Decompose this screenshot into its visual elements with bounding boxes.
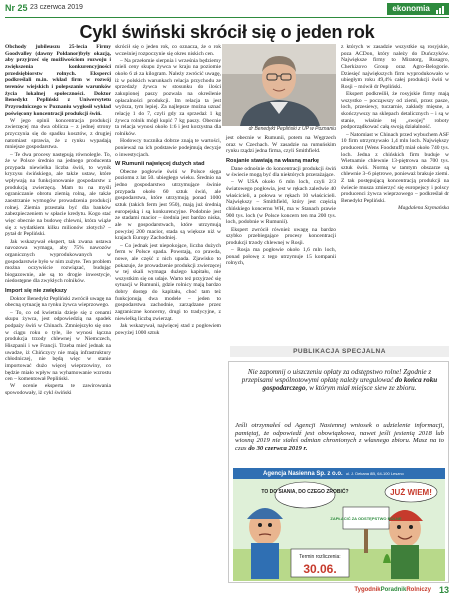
issue-date: 23 czerwca 2019 bbox=[30, 4, 83, 11]
agency-name: Agencja Nasienna Sp. z o.o. bbox=[263, 471, 343, 477]
section-tag bbox=[387, 3, 449, 15]
farmer-thinking-icon bbox=[247, 508, 283, 579]
ad-info-text: Jeśli otrzymałeś od Agencji Nasiennej wniosek o udzielenie informacji, pamiętaj, że odpowiedź jest obowiązkowa, nawet jeśli jesienią 2018 lub wiosną 2019 nie siałeś odmian chronionych z własnego zbioru. Masz na to czas bbox=[235, 422, 444, 452]
ad-illustration bbox=[233, 479, 445, 581]
article-column-4 bbox=[341, 44, 449, 212]
special-publication-banner: PUBLIKACJA SPECJALNA bbox=[230, 346, 449, 357]
article-column-2 bbox=[115, 44, 221, 337]
page-number: 13 bbox=[438, 585, 449, 595]
photo-caption: dr Benedykt Pepliński z UP w Poznaniu bbox=[248, 126, 336, 132]
brand-part: Rolniczy bbox=[406, 587, 431, 593]
paragraph: – Natomiast w Chinach przed wybuchem ASF 10 firm utrzymywało 1,4 mln loch. Największy producent (Wens Foodstuff) miał około 740 tys. loch. Jedna z chińskich firm buduje w Wietnamie chlewnie 13-piętrowa na 700 tys. sztuk świń. Normą w tamtym obszarze są chlewnie 3–6 piętrowe, ponieważ brakuje ziemi. Z tak postępującą koncentracją produkcji na świecie musza zmierzyć się europejscy i polscy producenci żywca wieprzowego – podkreślał dr Benedykt Pepliński. bbox=[341, 131, 449, 205]
article-column-1 bbox=[5, 44, 111, 397]
article-lead: Obchody jubileuszu 25-lecia Firmy Goodvalley (dawny Poldanor)były okazją, aby przyjrzeć się możliwościom rozwoju i zwiększenia konkurencyjności przedsiębiorstw rolnych. Eksperci podkreślali m.in. wkład firm w rozwój terenów wiejskich i polepszanie warunków życia lokalnej społeczności. Doktor Benedykt Pepliński z Uniwersytetu Przyrodniczego w Poznaniu wygłosił wykład poświęcony koncentracji produkcji świń. bbox=[5, 44, 111, 117]
sign-text: ZAPŁACIĆ ZA ODSTĘPSTWO ROLNE bbox=[330, 516, 402, 521]
paragraph: Ekspert podkreślił, że rosyjskie firmy mają wszystko – począwszy od ziemi, przez pasze, loch, przesiewy, tuczarnie, zakłady mięsne, a skończywszy na sklepach detalicznych – i są w stanie, właśnie tej „swojej” roboty podporządkować całą swoją działalność. bbox=[341, 91, 449, 131]
ad-notice-emphasis: do końca roku gospodarczego bbox=[262, 376, 438, 393]
agency-address: ul. J. Dekana 8B, 64-100 Leszno bbox=[345, 471, 404, 476]
portrait-photo bbox=[222, 44, 336, 126]
ad-info-deadline: do 30 czerwca 2019 r. bbox=[248, 444, 308, 452]
bubble-thinking-text: TO DO SIANIA, DO CZEGO ZROBIĆ? bbox=[261, 489, 349, 495]
ad-notice-text-end: , w którym miał miejsce siew ze zbioru. bbox=[305, 384, 417, 393]
bubble-happy-text: JUŻ WIEM! bbox=[390, 488, 432, 497]
paragraph: Doktor Benedykt Pepliński zwrócił uwagę na obecną sytuację na rynku żywca wieprzowego. bbox=[5, 295, 111, 309]
issue-number: Nr 25 bbox=[5, 3, 28, 13]
ad-info bbox=[235, 422, 444, 452]
bar-chart-icon bbox=[435, 4, 444, 14]
article-headline: Cykl świński skrócił się o jeden rok bbox=[79, 22, 375, 42]
header-rule bbox=[5, 17, 449, 18]
paragraph: W jego opinii koncentracja produkcji zwierzęcej ma dwa oblicza – z jednej strony przyczynia się do spadku kosztów, z drugiej natomiast sprawia, że z rynku wypadają mniejsze gospodarstwa. bbox=[5, 117, 111, 151]
agency-strip bbox=[233, 468, 445, 479]
paragraph: skrócił się o jeden rok, co oznacza, że o rok wcześniej rozpoczynie się okres niskich cen. bbox=[115, 44, 221, 57]
paragraph: W ocenie eksperta te zawirowania spowodowały, iż cykl świński bbox=[5, 383, 111, 396]
deadline-date: 30.06. bbox=[303, 562, 337, 576]
subheading: W Rumunii najwięcej dużych stad bbox=[115, 161, 205, 168]
deadline-label: Termin rozliczenia: bbox=[299, 554, 341, 560]
paragraph: Ekspert zwrócił również uwagę na bardzo szybko przebiegające procesy koncentracji produkcji trzody chlewnej w Rosji. bbox=[226, 226, 336, 246]
page-header bbox=[5, 3, 449, 17]
paragraph: – Te dwa procesy następują równolegle. To, że w Polsce średnio na jednego producenta przypada niewielka liczba świń, to wynik kryzysu świńskiego, ale także ustaw, które wpływają na funkcjonowanie gospodarstw z produkcją zwierzęcą. Mam tu na myśli ograniczanie obrotu ziemią rolną, ale także zaostrzanie wymogów prowadzenia produkcji rolnej. Ziemia przestała być dla banków zabezpieczeniem w spłacie kredytu. Kogo stać więc obecnie na budowę chlewni, która wiąże się z wydatkiem kilku milionów złotych? – pytał dr Pepliński. bbox=[5, 151, 111, 238]
ad-notice-text: Nie zapomnij o uiszczeniu opłaty za odstępstwo rolne! Zgodnie z przepisami wspólnotowymi opłatę należy uregulować bbox=[241, 368, 432, 385]
article-column-3 bbox=[226, 135, 336, 267]
page-footer bbox=[5, 585, 449, 597]
paragraph: Dane odnośnie do koncentracji produkcji świń w świecie mogą być dla niektórych przerażające. bbox=[226, 165, 336, 179]
publication-brand bbox=[354, 587, 431, 593]
man-portrait-icon bbox=[222, 44, 336, 126]
article-author: Magdalena Szymańska bbox=[398, 205, 449, 212]
subheading: Import się nie zwiększy bbox=[5, 288, 67, 295]
paragraph: Obecne pogłowie świń w Polsce sięga poziomu z lat 50. ubiegłego wieku. Średnio na jedno gospodarstwo utrzymujące świnie przypada około 60 sztuk świń, ale gospodarstwa, które utrzymują ponad 1000 sztuk (takich ferm jest 950), mają już średnią europejską i są konkurencyjne. Podobnie jest ze stadami macior – średnia jest bardzo niska, ale w gospodarstwach, które utrzymują powyżej 200 macior, stada są większe niż w krajach Europy Zachodniej. bbox=[115, 168, 221, 242]
paragraph: Jak wskazywał, najwięcej stad z pogłowiem powyżej 1000 sztuk bbox=[115, 322, 221, 336]
paragraph: – Na przełomie sierpnia i września będziemy mieli ceny skupu żywca w kraju na poziomie około 6 zł za kilogram. Należy zwrócić uwagę, iż w polskich warunkach relacja przychodu ze sprzedaży żywca w stosunku do ilości zakupionej paszy pozwala na określenie opłacalności produkcji. Im relacja ta jest wyższa, tym lepiej. Za najlepsze można uznać relację 1 do 7, czyli gdy za sprzedaż 1 kg żywca rolnik mógł kupić 7 kg paszy. Obecnie ta relacja wynosi około 1:6 i jest korzystna dla rolników. bbox=[115, 57, 221, 138]
ad-notice bbox=[235, 368, 444, 393]
advertisement bbox=[228, 361, 449, 583]
brand-part: Tygodnik bbox=[354, 587, 381, 593]
brand-part: Poradnik bbox=[380, 587, 407, 593]
paragraph: – To, co od kwietnia dzieje się z cenami skupu żywca, jest odpowiedzią na spadek podpaży świń w Chinach. Zmniejszyło się ono w ciągu roku o tyle, ile wynosi łączna produkcja trzody chlewnej w Niemczech, Hiszpanii i we Francji. Trzeba mieć jednak na uwadze, iż Chińczycy nie mają infrastruktury chłodniczej, nie będą więc w stanie importować dużo więcej wieprzowiny, co będzie miało wpływ na wyhamowanie wzrostu cen – komentował Pepliński. bbox=[5, 309, 111, 383]
paragraph: – W USA około 6 mln loch, czyli 2/3 światowego pogłowia, jest w rękach zaledwie 40 właścicieli, a połowa w rękach 10 właścicieli. Największy – Smithfield, który jest częścią chińskiego koncernu WH, ma w Stanach prawie 900 tys. loch (w Polsce koncern ten ma 200 tys. loch, podobnie w Rumunii). bbox=[226, 179, 336, 226]
paragraph: – Co jednak jest niepokojące, liczba dużych ferm w Polsce spada. Powstają, co prawda, nowe, ale część z nich upada. Zjawisko to pokazuje, że prowadzenie produkcji zwierzęcej w tej skali wymaga dużego kapitału, nie wszystkim się on udaje. Warto też przyjrzeć się sytuacji w Rumunii, gdzie rolnicy mają bardzo dobry dostęp do kapitału, choć tam też funkcjonują dwa modele – jeden to gospodarstwa zachodnie, zarządzane przez zagraniczne koncerny, drugi to tradycyjne, z niewielką liczbą zwierząt. bbox=[115, 242, 221, 322]
paragraph: z których w zasadzie wszystkie są rosyjskie, poza ACDon, który należy do Duńczyków. Największe firmy to Miratorg, Rusagro, Cherkizovo Group oraz Agro-Belogorie. Dziesięć największych firm wyprodukowało w ubiegłym roku 49,4% całej produkcji świń w Rosji – mówił dr Pepliński. bbox=[341, 44, 449, 90]
speech-bubble bbox=[385, 482, 437, 502]
paragraph: Hodowcy tucznika dobrze znają te wartości, ponieważ na ich podstawie podejmują decyzje o inwestycjach. bbox=[115, 138, 221, 158]
paragraph: jest obecnie w Rumunii, potem na Węgrzech oraz w Czechach. W zasadzie na rumuńskim rynku rządzi jedna firma, czyli Smithfield. bbox=[226, 135, 336, 155]
section-label: ekonomia bbox=[392, 4, 430, 14]
subheading: Rosjanie stawiają na własną markę bbox=[226, 157, 319, 164]
paragraph: – Rosja ma pogłowie około 1,6 mln loch, ponad połowę z tego utrzymuje 15 kompanii rolnych, bbox=[226, 247, 336, 267]
paragraph: Jak wskazywał ekspert, tak zwana ustawa navozowa wymaga, aby 75% nawozów organicznych wyprodukowanych w gospodarstwie było w nim zużyte. Ten problem można oczywiście rozwiązać, budując biogazownie, ale są to drogie inwestycje, niedostępne dla zwykłych rolników. bbox=[5, 238, 111, 285]
deadline-card bbox=[291, 549, 349, 577]
